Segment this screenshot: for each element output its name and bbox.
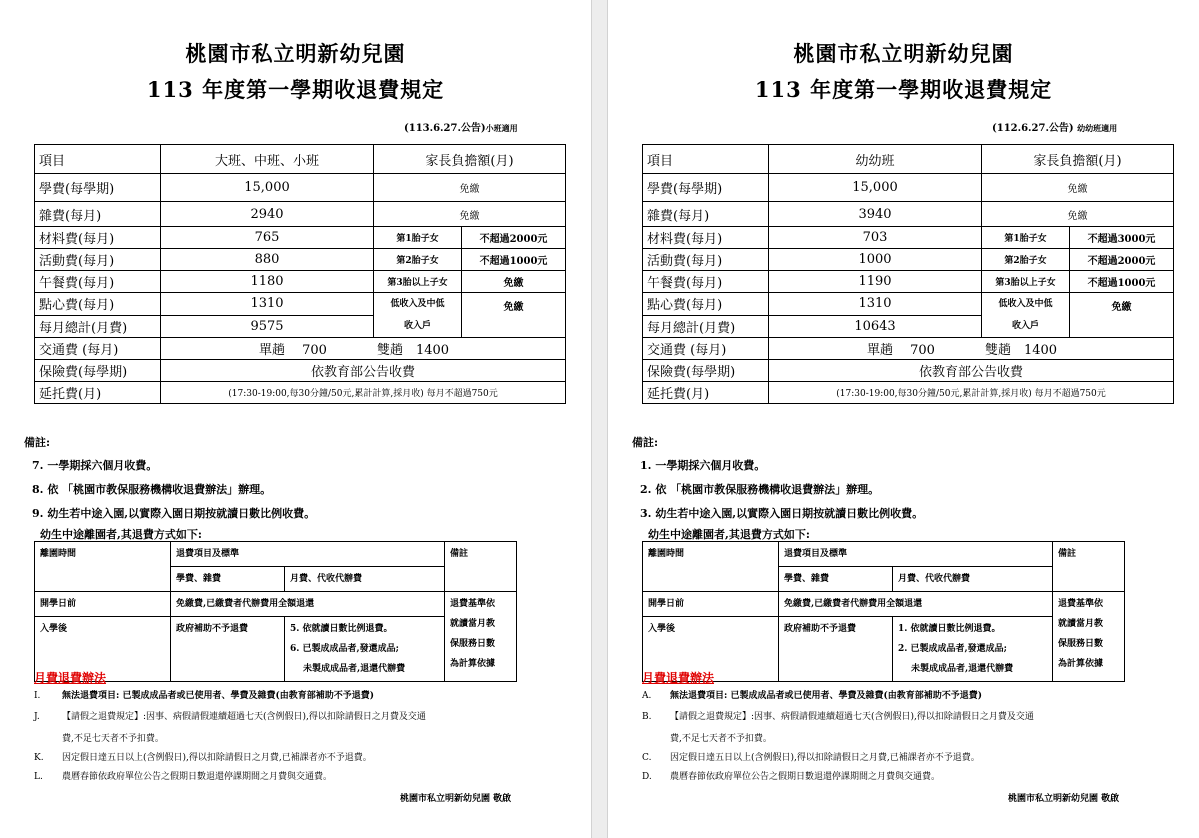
monthly-item <box>642 708 1034 727</box>
item-marker: J. <box>34 712 40 722</box>
table-row <box>643 382 1174 404</box>
activity-value: 880 <box>161 249 374 271</box>
material-value: 703 <box>769 227 982 249</box>
total-value: 10643 <box>769 315 982 338</box>
table-row <box>643 145 1174 174</box>
notice-scope: 小班適用 <box>485 123 518 133</box>
table-row <box>35 293 566 316</box>
lowincome-label <box>374 293 462 338</box>
item-text: 無法退費項目: 已製成成品者或已使用者、學費及雜費(由教育部補助不予退費) <box>62 691 374 701</box>
after-enroll-rules <box>893 617 1053 682</box>
lowincome-line2: 收入戶 <box>403 321 431 331</box>
rule-item: 1. 一學期採六個月收費。 <box>640 459 766 472</box>
item-marker: C. <box>642 753 652 763</box>
insurance-value: 依教育部公告收費 <box>769 360 1174 382</box>
transport-double: 雙趟 1400 <box>984 343 1058 358</box>
misc-parent: 免繳 <box>982 202 1174 227</box>
tuition-label: 學費(每學期) <box>35 174 161 202</box>
item-marker: K. <box>34 753 44 763</box>
activity-label: 活動費(每月) <box>643 249 769 271</box>
header-class: 大班、中班、小班 <box>161 145 374 174</box>
table-row <box>643 271 1174 293</box>
child2-amount: 不超過1000元 <box>462 249 566 271</box>
fee-table <box>642 144 1174 404</box>
misc-parent: 免繳 <box>374 202 566 227</box>
after-enroll-label: 入學後 <box>643 617 779 682</box>
monthly-refund-title: 月費退費辦法 <box>34 671 107 685</box>
table-row <box>35 542 517 567</box>
table-row <box>643 174 1174 202</box>
child3-amount: 不超過1000元 <box>1070 271 1174 293</box>
after-rule2: 6. 已製成成品者,發還成品; <box>290 644 399 654</box>
transport-values <box>161 338 566 360</box>
total-label: 每月總計(月費) <box>643 315 769 338</box>
after-enroll-label: 入學後 <box>35 617 171 682</box>
monthly-item-continued: 費,不足七天者不予扣費。 <box>670 734 772 744</box>
table-row <box>643 542 1125 567</box>
document-page-left <box>0 0 591 838</box>
table-row <box>643 293 1174 316</box>
refund-remarks-line: 為計算依據 <box>450 659 496 669</box>
refund-remarks-line: 保服務日數 <box>450 639 496 649</box>
fee-table <box>34 144 566 404</box>
header-parent: 家長負擔額(月) <box>982 145 1174 174</box>
table-row <box>35 360 566 382</box>
snack-value: 1310 <box>161 293 374 316</box>
tuition-misc-header: 學費、雜費 <box>779 567 893 592</box>
refund-remarks-line: 退費基準依 <box>450 599 496 609</box>
table-row <box>35 145 566 174</box>
tuition-value: 15,000 <box>769 174 982 202</box>
refund-intro: 幼生中途離園者,其退費方式如下: <box>648 528 810 541</box>
table-row <box>35 249 566 271</box>
after-rule2: 2. 已製成成品者,發還成品; <box>898 644 1007 654</box>
item-marker: A. <box>642 691 652 701</box>
monthly-fees-header: 月費、代收代辦費 <box>285 567 445 592</box>
remarks-label: 備註: <box>632 436 659 449</box>
table-row <box>643 249 1174 271</box>
leave-time-header: 離園時間 <box>643 542 779 592</box>
notice-date: (112.6.27.公告) <box>992 123 1074 134</box>
item-text: 【請假之退費規定】:因事、病假請假連續超過七天(含例假日),得以扣除請假日之月費及交通 <box>670 712 1034 722</box>
header-parent: 家長負擔額(月) <box>374 145 566 174</box>
insurance-value: 依教育部公告收費 <box>161 360 566 382</box>
transport-double: 雙趟 1400 <box>376 343 450 358</box>
transport-label: 交通費 (每月) <box>643 338 769 360</box>
school-title: 桃園市私立明新幼兒園 <box>185 41 406 66</box>
transport-values <box>769 338 1174 360</box>
after-rule3: 未製成成品者,退還代辦費 <box>911 664 1014 674</box>
table-row <box>643 202 1174 227</box>
refund-remarks-line: 退費基準依 <box>1058 599 1104 609</box>
misc-label: 雜費(每月) <box>35 202 161 227</box>
lowincome-line2: 收入戶 <box>1011 321 1039 331</box>
table-row <box>35 227 566 249</box>
after-rule3: 未製成成品者,退還代辦費 <box>303 664 406 674</box>
notice-line <box>404 119 518 134</box>
rule-item: 2. 依 「桃園市教保服務機構收退費辦法」辦理。 <box>640 483 880 496</box>
aftercare-value: (17:30-19:00,每30分鐘/50元,累計計算,採月收) 每月不超過750元 <box>161 382 566 404</box>
monthly-fees-header: 月費、代收代辦費 <box>893 567 1053 592</box>
monthly-item <box>34 708 426 727</box>
lowincome-line1: 低收入及中低 <box>390 299 445 309</box>
document-page-right <box>608 0 1199 838</box>
item-marker: B. <box>642 712 652 722</box>
item-marker: L. <box>34 772 43 782</box>
child2-label: 第2胎子女 <box>982 249 1070 271</box>
table-row <box>643 338 1174 360</box>
item-marker: D. <box>642 772 652 782</box>
after-enroll-tuition: 政府補助不予退費 <box>779 617 893 682</box>
table-row <box>35 617 517 682</box>
misc-label: 雜費(每月) <box>643 202 769 227</box>
table-row <box>643 227 1174 249</box>
lowincome-label <box>982 293 1070 338</box>
item-text: 無法退費項目: 已製成成品者或已使用者、學費及雜費(由教育部補助不予退費) <box>670 691 982 701</box>
refund-remarks-line: 為計算依據 <box>1058 659 1104 669</box>
item-text: 農曆春節依政府單位公告之假期日數退還停課期間之月費與交通費。 <box>62 772 333 782</box>
lunch-label: 午餐費(每月) <box>643 271 769 293</box>
monthly-item <box>642 687 982 706</box>
before-school-rule: 免繳費,已繳費者代辦費用全額退還 <box>779 592 1053 617</box>
tuition-label: 學費(每學期) <box>643 174 769 202</box>
table-row <box>35 338 566 360</box>
activity-label: 活動費(每月) <box>35 249 161 271</box>
before-school-label: 開學日前 <box>643 592 779 617</box>
notice-scope: 幼幼班適用 <box>1077 123 1118 133</box>
monthly-item-continued: 費,不足七天者不予扣費。 <box>62 734 164 744</box>
aftercare-label: 延托費(月) <box>35 382 161 404</box>
item-text: 農曆春節依政府單位公告之假期日數退還停課期間之月費與交通費。 <box>670 772 941 782</box>
lunch-label: 午餐費(每月) <box>35 271 161 293</box>
item-marker: I. <box>34 691 41 701</box>
page-gutter <box>591 0 608 838</box>
refund-table <box>642 541 1125 682</box>
child3-label: 第3胎以上子女 <box>982 271 1070 293</box>
lowincome-amount: 免繳 <box>1070 293 1174 338</box>
table-row <box>35 271 566 293</box>
header-item: 項目 <box>35 145 161 174</box>
table-row <box>643 360 1174 382</box>
tuition-misc-header: 學費、雜費 <box>171 567 285 592</box>
material-value: 765 <box>161 227 374 249</box>
after-rule1: 5. 依就讀日數比例退費。 <box>290 624 393 634</box>
item-text: 因定假日達五日以上(含例假日),得以扣除請假日之月費,已補課者亦不予退費。 <box>62 753 372 763</box>
refund-remarks <box>1053 592 1125 682</box>
insurance-label: 保險費(每學期) <box>643 360 769 382</box>
misc-value: 2940 <box>161 202 374 227</box>
child1-label: 第1胎子女 <box>982 227 1070 249</box>
item-text: 【請假之退費規定】:因事、病假請假連續超過七天(含例假日),得以扣除請假日之月費及交通 <box>62 712 426 722</box>
lunch-value: 1190 <box>769 271 982 293</box>
school-title: 桃園市私立明新幼兒園 <box>793 41 1014 66</box>
aftercare-value: (17:30-19:00,每30分鐘/50元,累計計算,採月收) 每月不超過750元 <box>769 382 1174 404</box>
lunch-value: 1180 <box>161 271 374 293</box>
aftercare-label: 延托費(月) <box>643 382 769 404</box>
after-rule1: 1. 依就讀日數比例退費。 <box>898 624 1001 634</box>
total-value: 9575 <box>161 315 374 338</box>
snack-value: 1310 <box>769 293 982 316</box>
monthly-item <box>34 749 372 768</box>
remarks-label: 備註: <box>24 436 51 449</box>
remarks-header: 備註 <box>1053 542 1125 592</box>
table-row <box>643 617 1125 682</box>
monthly-item <box>642 749 980 768</box>
lowincome-amount: 免繳 <box>462 293 566 338</box>
child2-label: 第2胎子女 <box>374 249 462 271</box>
tuition-parent: 免繳 <box>374 174 566 202</box>
snack-label: 點心費(每月) <box>643 293 769 316</box>
table-row <box>35 202 566 227</box>
monthly-item <box>34 687 374 706</box>
snack-label: 點心費(每月) <box>35 293 161 316</box>
tuition-value: 15,000 <box>161 174 374 202</box>
material-label: 材料費(每月) <box>643 227 769 249</box>
lowincome-line1: 低收入及中低 <box>998 299 1053 309</box>
tuition-parent: 免繳 <box>982 174 1174 202</box>
transport-single: 單趟 700 <box>259 343 327 358</box>
signature: 桃園市私立明新幼兒園 敬啟 <box>1008 794 1120 804</box>
refund-intro: 幼生中途離園者,其退費方式如下: <box>40 528 202 541</box>
rule-item: 7. 一學期採六個月收費。 <box>32 459 158 472</box>
misc-value: 3940 <box>769 202 982 227</box>
material-label: 材料費(每月) <box>35 227 161 249</box>
leave-time-header: 離園時間 <box>35 542 171 592</box>
notice-line <box>992 119 1117 134</box>
child1-label: 第1胎子女 <box>374 227 462 249</box>
monthly-item <box>642 768 940 787</box>
monthly-refund-title: 月費退費辦法 <box>642 671 715 685</box>
table-row <box>35 174 566 202</box>
activity-value: 1000 <box>769 249 982 271</box>
child3-label: 第3胎以上子女 <box>374 271 462 293</box>
table-row <box>643 592 1125 617</box>
transport-single: 單趟 700 <box>867 343 935 358</box>
refund-items-header: 退費項目及標準 <box>779 542 1053 567</box>
refund-remarks-line: 保服務日數 <box>1058 639 1104 649</box>
child2-amount: 不超過2000元 <box>1070 249 1174 271</box>
refund-remarks-line: 就讀當月教 <box>450 619 496 629</box>
table-row <box>35 382 566 404</box>
item-text: 因定假日達五日以上(含例假日),得以扣除請假日之月費,已補課者亦不予退費。 <box>670 753 980 763</box>
refund-items-header: 退費項目及標準 <box>171 542 445 567</box>
child3-amount: 免繳 <box>462 271 566 293</box>
refund-remarks <box>445 592 517 682</box>
monthly-item <box>34 768 332 787</box>
notice-date: (113.6.27.公告) <box>404 123 486 134</box>
rule-item: 8. 依 「桃園市教保服務機構收退費辦法」辦理。 <box>32 483 272 496</box>
refund-table <box>34 541 517 682</box>
header-item: 項目 <box>643 145 769 174</box>
remarks-header: 備註 <box>445 542 517 592</box>
signature: 桃園市私立明新幼兒園 敬啟 <box>400 794 512 804</box>
before-school-label: 開學日前 <box>35 592 171 617</box>
rules-title: 113 年度第一學期收退費規定 <box>754 77 1053 102</box>
child1-amount: 不超過2000元 <box>462 227 566 249</box>
rule-item: 9. 幼生若中途入園,以實際入園日期按就讀日數比例收費。 <box>32 507 316 520</box>
after-enroll-rules <box>285 617 445 682</box>
header-class: 幼幼班 <box>769 145 982 174</box>
child1-amount: 不超過3000元 <box>1070 227 1174 249</box>
rules-title: 113 年度第一學期收退費規定 <box>146 77 445 102</box>
after-enroll-tuition: 政府補助不予退費 <box>171 617 285 682</box>
rule-item: 3. 幼生若中途入園,以實際入園日期按就讀日數比例收費。 <box>640 507 924 520</box>
refund-remarks-line: 就讀當月教 <box>1058 619 1104 629</box>
insurance-label: 保險費(每學期) <box>35 360 161 382</box>
transport-label: 交通費 (每月) <box>35 338 161 360</box>
before-school-rule: 免繳費,已繳費者代辦費用全額退還 <box>171 592 445 617</box>
total-label: 每月總計(月費) <box>35 315 161 338</box>
table-row <box>35 592 517 617</box>
